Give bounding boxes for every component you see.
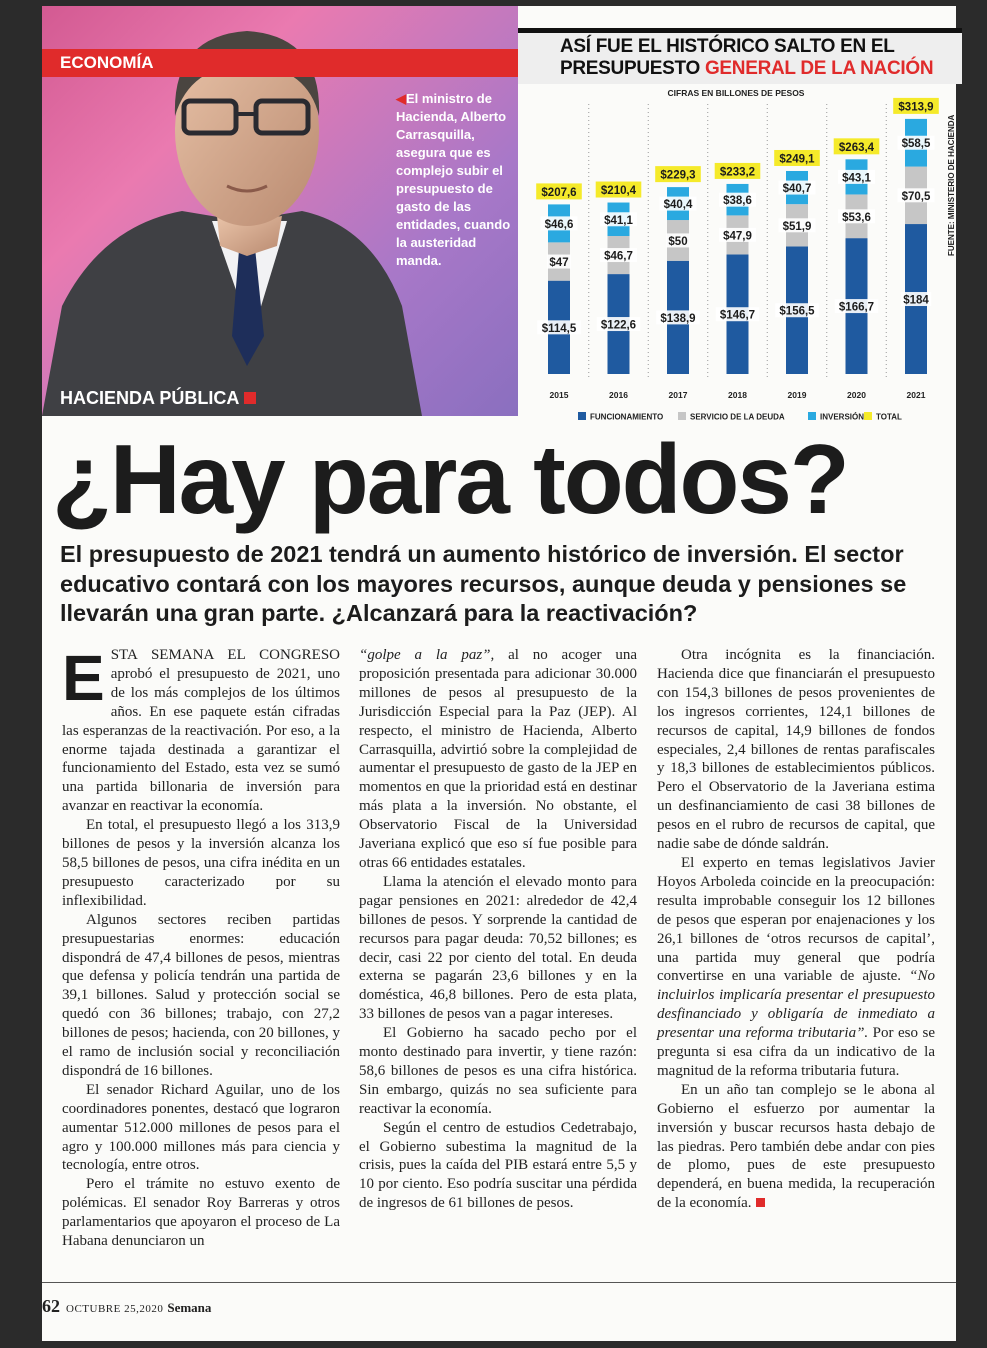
x-tick-label: 2021 — [906, 390, 926, 400]
chart-source: FUENTE: MINISTERIO DE HACIENDA — [947, 114, 956, 256]
paragraph: En total, el presupuesto llegó a los 313,9 billones de pesos y la inversión alcanza los 58,5 billones de pesos, una cifra inédita en un presupuesto caracterizado por su inflexibilidad. — [62, 817, 340, 909]
data-label: $138,9 — [660, 312, 696, 325]
data-label: $40,4 — [663, 199, 693, 212]
data-label: $70,5 — [901, 190, 931, 203]
body-column-2 — [359, 646, 637, 1213]
data-label: $53,6 — [842, 211, 871, 224]
infographic-title-red: GENERAL DE LA NACIÓN — [704, 58, 934, 79]
infographic-title-black: PRESUPUESTO — [560, 58, 700, 79]
data-label: $46,6 — [544, 218, 574, 231]
lead-caps: STA SEMANA EL CONGRESO — [110, 647, 340, 663]
data-label: $156,5 — [779, 305, 815, 318]
infographic-title-line1: ASÍ FUE EL HISTÓRICO SALTO EN EL — [560, 36, 895, 57]
x-tick-label: 2015 — [549, 390, 569, 400]
x-tick-label: 2018 — [728, 390, 747, 400]
data-label: $46,7 — [604, 250, 633, 263]
total-label: $210,4 — [600, 185, 637, 198]
data-label: $47,9 — [723, 230, 752, 243]
paragraph: Según el centro de estudios Cedetrabajo, el Gobierno subestima la magnitud de la crisis, pues la caída del PIB estará entre 5,5 y 10 por ciento. Eso podría suscitar una pérdida de ingresos de 61 billones de pesos. — [359, 1119, 637, 1212]
legend-swatch — [678, 412, 686, 420]
data-label: $166,7 — [838, 301, 875, 314]
data-label: $114,5 — [541, 322, 577, 335]
legend-label: SERVICIO DE LA DEUDA — [690, 412, 785, 422]
paragraph: El senador Richard Aguilar, uno de los coordinadores ponentes, destacó que lograron aumentar 512.000 millones de pesos para el agro y 100.000 millones más para ciencia y tecnología, entre otros. — [62, 1081, 340, 1174]
magazine-page — [42, 6, 956, 1341]
body-column-1 — [62, 642, 340, 1251]
data-label: $47 — [549, 257, 569, 270]
paragraph: Otra incógnita es la financiación. Hacienda dice que financiarán el presupuesto con 154,3 billones de pesos provenientes de los ingresos corrientes, 124,1 billones de recursos de capital, 14,9 billones de fondos especiales, 2,4 billones de rentas parafiscales y 18,3 billones de establecimientos públicos. Pero el Observatorio de la Javeriana estima un desfinanciamiento de casi 38 billones de pesos en el rubro de recursos de capital, que nadie sabe de dónde saldrán. — [657, 647, 935, 853]
x-tick-label: 2020 — [847, 390, 866, 400]
paragraph: El Gobierno ha sacado pecho por el monto destinado para invertir, y tiene razón: 58,6 billones de pesos es una cifra histórica. Sin embargo, quizás no sea suficiente para reactivar la economía. — [359, 1025, 637, 1117]
body-column-3 — [657, 646, 935, 1213]
paragraph — [359, 646, 637, 873]
photo-caption-text: El ministro de Hacienda, Alberto Carrasquilla, asegura que es complejo subir el presupuesto de gasto de las entidades, cuando la austeridad manda. — [396, 91, 511, 268]
legend-label: FUNCIONAMIENTO — [590, 412, 664, 422]
end-mark-icon — [756, 1198, 765, 1207]
quote: “No incluirlos implicaría presentar el presupuesto desfinanciado y obligaría de inmediato a presentar una reforma tributaria”. — [657, 968, 935, 1042]
data-label: $146,7 — [719, 309, 756, 322]
paragraph — [62, 642, 340, 816]
legend-label: INVERSIÓN — [820, 412, 865, 422]
total-label: $249,1 — [779, 153, 815, 166]
legend-label: TOTAL — [876, 412, 902, 422]
deck: El presupuesto de 2021 tendrá un aumento histórico de inversión. El sector educativo contará con los mayores recursos, aunque deuda y pensiones se llevarán una gran parte. ¿Alcanzará para la reactivación? — [60, 541, 907, 626]
legend-swatch — [578, 412, 586, 420]
total-label: $207,6 — [541, 186, 577, 199]
magazine-name: Semana — [167, 1300, 212, 1315]
page-footer — [42, 1296, 211, 1317]
total-label: $313,9 — [898, 101, 934, 114]
data-label: $41,1 — [604, 214, 633, 227]
section-tag: ECONOMÍA — [42, 49, 518, 77]
caption-pointer-icon: ◀ — [396, 91, 406, 106]
paragraph-text: El experto en temas legislativos Javier Hoyos Arboleda coincide en la preocupación: resulta improbable conseguir los 12 billones de pesos que esperan por enajenaciones y los 26,1 billones de ‘otros recursos de capital’, una partida muy general que podría convertirse en una variable de ajuste. — [657, 854, 935, 985]
paragraph-text: al no acoger una proposición presentada para adicionar 30.000 millones de pesos al presupuesto de la Jurisdicción Especial para la Paz (JEP). Al respecto, el ministro de Hacienda, Alberto Carrasquilla, advirtió sobre la complejidad de aumentar el presupuesto de gasto de la JEP en momentos en que la prioridad está en destinar más plata a la inversión. No obstante, el Observatorio Fiscal de la Universidad Javeriana explicó que eso sí fue posible para otras 66 entidades estatales. — [359, 647, 638, 871]
headline: ¿Hay para todos? — [52, 424, 848, 534]
x-tick-label: 2019 — [787, 390, 807, 400]
data-label: $58,5 — [901, 138, 931, 151]
infographic-title — [518, 28, 962, 84]
data-label: $43,1 — [842, 172, 871, 185]
total-label: $233,2 — [719, 166, 756, 179]
subsection-marker-icon — [244, 392, 256, 404]
paragraph — [657, 1081, 935, 1213]
total-label: $263,4 — [838, 141, 875, 154]
legend-swatch — [864, 412, 872, 420]
budget-chart — [518, 84, 956, 422]
x-tick-label: 2017 — [668, 390, 688, 400]
paragraph-text: Por eso se pregunta si esa cifra da un indicativo de la magnitud de la reforma tributaria futura. — [657, 1025, 936, 1079]
quote: “golpe a la paz”, — [359, 647, 495, 663]
chart-subtitle: CIFRAS EN BILLONES DE PESOS — [667, 88, 805, 98]
paragraph: Algunos sectores reciben partidas presupuestarias enormes: educación dispondrá de 47,4 billones de pesos, mientras que defensa y policía tendrán una partida de 39,1 billones. Salud y protección social se quedó con 36 billones; trabajo, con 27,2 billones de pesos; hacienda, con 20 billones, y el ramo de inclusión social y reconciliación dispondrá de 16 billones. — [62, 911, 340, 1079]
chart-legend — [578, 412, 902, 422]
paragraph-text: En un año tan complejo se le abona al Gobierno el esfuerzo por aumentar la inversión y buscar recursos hasta debajo de las piedras. Pero también debe andar con pies de plomo, pues de este presupuesto dependerá, en buena medida, la recuperación de la economía. — [657, 1081, 935, 1212]
data-label: $184 — [903, 294, 929, 307]
paragraph-text: aprobó el presupuesto de 2021, uno de los más complejos de los últimos años. En ese paquete están cifradas las esperanzas de la reactivación. Por eso, a la enorme tajada destinada a garantizar el funcionamiento del Estado, esta vez se sumó una partida billonaria de inversión para avanzar en reactivar la economía. — [62, 665, 340, 815]
data-label: $122,6 — [600, 319, 637, 332]
paragraph — [657, 854, 935, 1081]
chart-marks — [536, 98, 939, 400]
data-label: $40,7 — [782, 183, 812, 196]
subsection-text: HACIENDA PÚBLICA — [60, 388, 240, 408]
issue-date: OCTUBRE 25,2020 — [66, 1303, 164, 1315]
x-tick-label: 2016 — [609, 390, 628, 400]
data-label: $38,6 — [723, 195, 752, 208]
legend-swatch — [808, 412, 816, 420]
drop-cap: E — [62, 642, 105, 714]
page-number: 62 — [42, 1296, 60, 1316]
infographic-title-line2 — [560, 58, 962, 80]
data-label: $50 — [668, 235, 688, 248]
subsection-label — [60, 388, 256, 409]
paragraph: Llama la atención el elevado monto para pagar pensiones en 2021: alrededor de 42,4 billones de pesos. Y sorprende la cantidad de recursos para pagar deuda: 70,52 billones; es decir, casi 22 por ciento del total. En deuda externa se pagarán 23,6 billones y en la doméstica, 46,8 billones. Pero de esta plata, 33 billones de pesos van a pagar intereses. — [359, 873, 637, 1023]
photo-caption — [396, 90, 514, 270]
total-label: $229,3 — [660, 169, 696, 182]
data-label: $51,9 — [782, 220, 812, 233]
paragraph: Pero el trámite no estuvo exento de polémicas. El senador Roy Barreras y otros parlamentarios que apoyaron el proceso de La Habana denunciaron un — [62, 1176, 340, 1250]
footer-rule — [42, 1282, 956, 1283]
